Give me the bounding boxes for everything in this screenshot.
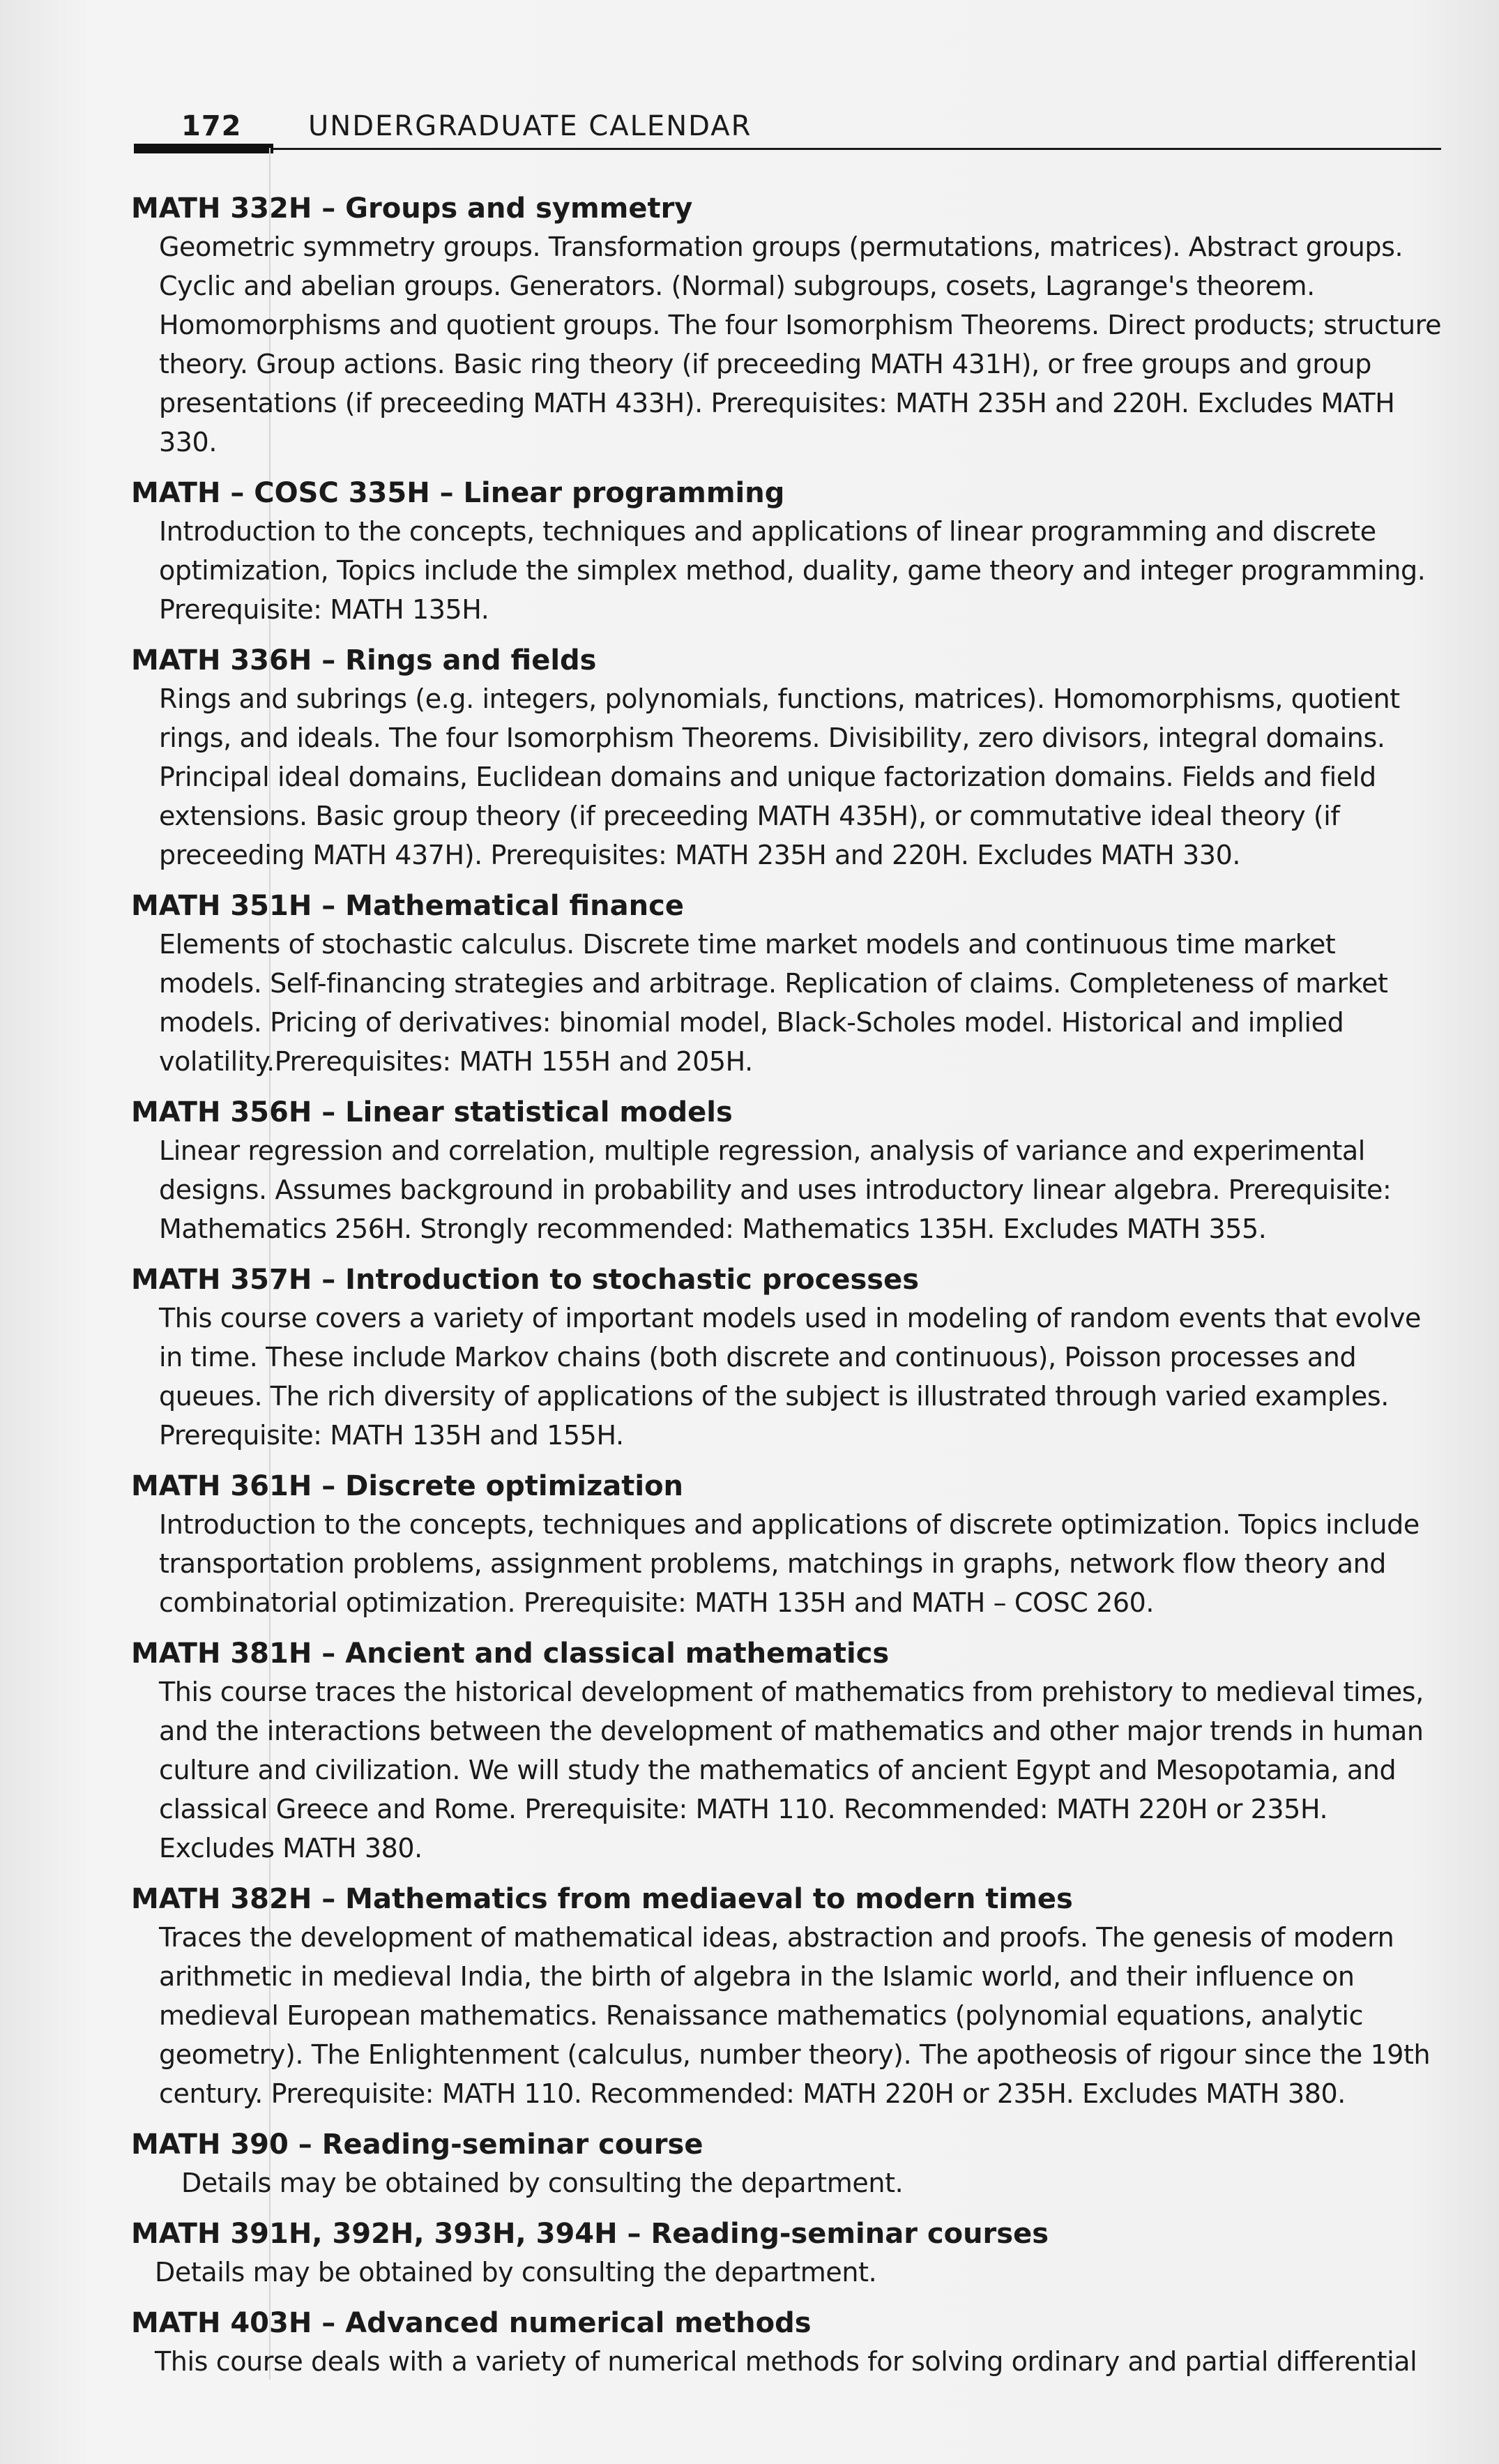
course-description: Introduction to the concepts, techniques and applications of discrete optimization. Topics include transportation problems, assignment problems, matchings in graphs, network flow theory and combinatorial optimization. Prerequisite: MATH 135H and MATH – COSC 260. — [159, 1509, 1420, 1618]
course-description: Traces the development of mathematical ideas, abstraction and proofs. The genesis of modern arithmetic in medieval India, the birth of algebra in the Islamic world, and their influence on medieval European mathematics. Renaissance mathematics (polynomial equations, analytic geometry). The Enlightenment (calculus, number theory). The apotheosis of rigour since the 19th century. Prerequisite: MATH 110. Recommended: MATH 220H or 235H. Excludes MATH 380. — [159, 1922, 1431, 2109]
course-title: MATH 356H – Linear statistical models — [131, 1096, 733, 1128]
course-list — [131, 190, 1442, 2394]
course-entry — [131, 642, 1442, 875]
course-entry — [131, 474, 1442, 629]
course-entry — [131, 1261, 1442, 1455]
course-entry — [131, 2126, 1442, 2202]
page-header — [134, 105, 1441, 149]
course-entry — [131, 1880, 1442, 2113]
course-description: Details may be obtained by consulting the department. — [155, 2257, 877, 2288]
course-description: This course deals with a variety of numerical methods for solving ordinary and partial differential — [155, 2346, 1417, 2377]
course-title: MATH – COSC 335H – Linear programming — [131, 477, 785, 509]
header-rule — [134, 148, 1441, 150]
course-title: MATH 390 – Reading-seminar course — [131, 2129, 703, 2161]
course-description: Introduction to the concepts, techniques and applications of linear programming and discrete optimization, Topics include the simplex method, duality, game theory and integer programming. Prerequisite: MATH 135H. — [159, 516, 1426, 625]
course-title: MATH 361H – Discrete optimization — [131, 1470, 684, 1502]
course-title: MATH 382H – Mathematics from mediaeval to modern times — [131, 1883, 1073, 1915]
course-title: MATH 336H – Rings and fields — [131, 644, 597, 677]
course-description: Rings and subrings (e.g. integers, polynomials, functions, matrices). Homomorphisms, quotient rings, and ideals. The four Isomorphism Theorems. Divisibility, zero divisors, integral domains. Principal ideal domains, Euclidean domains and unique factorization domains. Fields and field extensions. Basic group theory (if preceeding MATH 435H), or commutative ideal theory (if preceeding MATH 437H). Prerequisites: MATH 235H and 220H. Excludes MATH 330. — [159, 683, 1400, 870]
course-entry — [131, 1635, 1442, 1868]
course-title: MATH 351H – Mathematical finance — [131, 890, 684, 922]
header-bar — [134, 144, 273, 153]
course-entry — [131, 887, 1442, 1081]
running-head: UNDERGRADUATE CALENDAR — [308, 110, 752, 142]
course-title: MATH 403H – Advanced numerical methods — [131, 2307, 812, 2339]
course-description: Elements of stochastic calculus. Discrete time market models and continuous time market models. Self-financing strategies and arbitrage. Replication of claims. Completeness of market models. Pricing of derivatives: binomial model, Black-Scholes model. Historical and implied volatility.Prerequisites: MATH 155H and 205H. — [159, 929, 1388, 1077]
course-description: Linear regression and correlation, multiple regression, analysis of variance and experimental designs. Assumes background in probability and uses introductory linear algebra. Prerequisite: Mathematics 256H. Strongly recommended: Mathematics 135H. Excludes MATH 355. — [159, 1135, 1392, 1244]
course-entry — [131, 2304, 1442, 2381]
course-entry — [131, 1467, 1442, 1622]
course-description: Details may be obtained by consulting the department. — [181, 2168, 904, 2198]
course-title: MATH 357H – Introduction to stochastic processes — [131, 1264, 920, 1296]
page-number: 172 — [181, 110, 242, 142]
course-description: Geometric symmetry groups. Transformation groups (permutations, matrices). Abstract groups. Cyclic and abelian groups. Generators. (Normal) subgroups, cosets, Lagrange's theorem. Homomorphisms and quotient groups. The four Isomorphism Theorems. Direct products; structure theory. Group actions. Basic ring theory (if preceeding MATH 431H), or free groups and group presentations (if preceeding MATH 433H). Prerequisites: MATH 235H and 220H. Excludes MATH 330. — [159, 232, 1442, 458]
course-title: MATH 332H – Groups and symmetry — [131, 192, 693, 225]
course-description: This course traces the historical development of mathematics from prehistory to medieval times, and the interactions between the development of mathematics and other major trends in human culture and civilization. We will study the mathematics of ancient Egypt and Mesopotamia, and classical Greece and Rome. Prerequisite: MATH 110. Recommended: MATH 220H or 235H. Excludes MATH 380. — [159, 1677, 1424, 1864]
course-entry — [131, 2215, 1442, 2292]
course-title: MATH 391H, 392H, 393H, 394H – Reading-seminar courses — [131, 2218, 1049, 2250]
course-entry — [131, 190, 1442, 462]
course-entry — [131, 1094, 1442, 1248]
course-title: MATH 381H – Ancient and classical mathematics — [131, 1638, 890, 1670]
course-description: This course covers a variety of important models used in modeling of random events that evolve in time. These include Markov chains (both discrete and continuous), Poisson processes and queues. The rich diversity of applications of the subject is illustrated through varied examples. Prerequisite: MATH 135H and 155H. — [159, 1303, 1422, 1451]
